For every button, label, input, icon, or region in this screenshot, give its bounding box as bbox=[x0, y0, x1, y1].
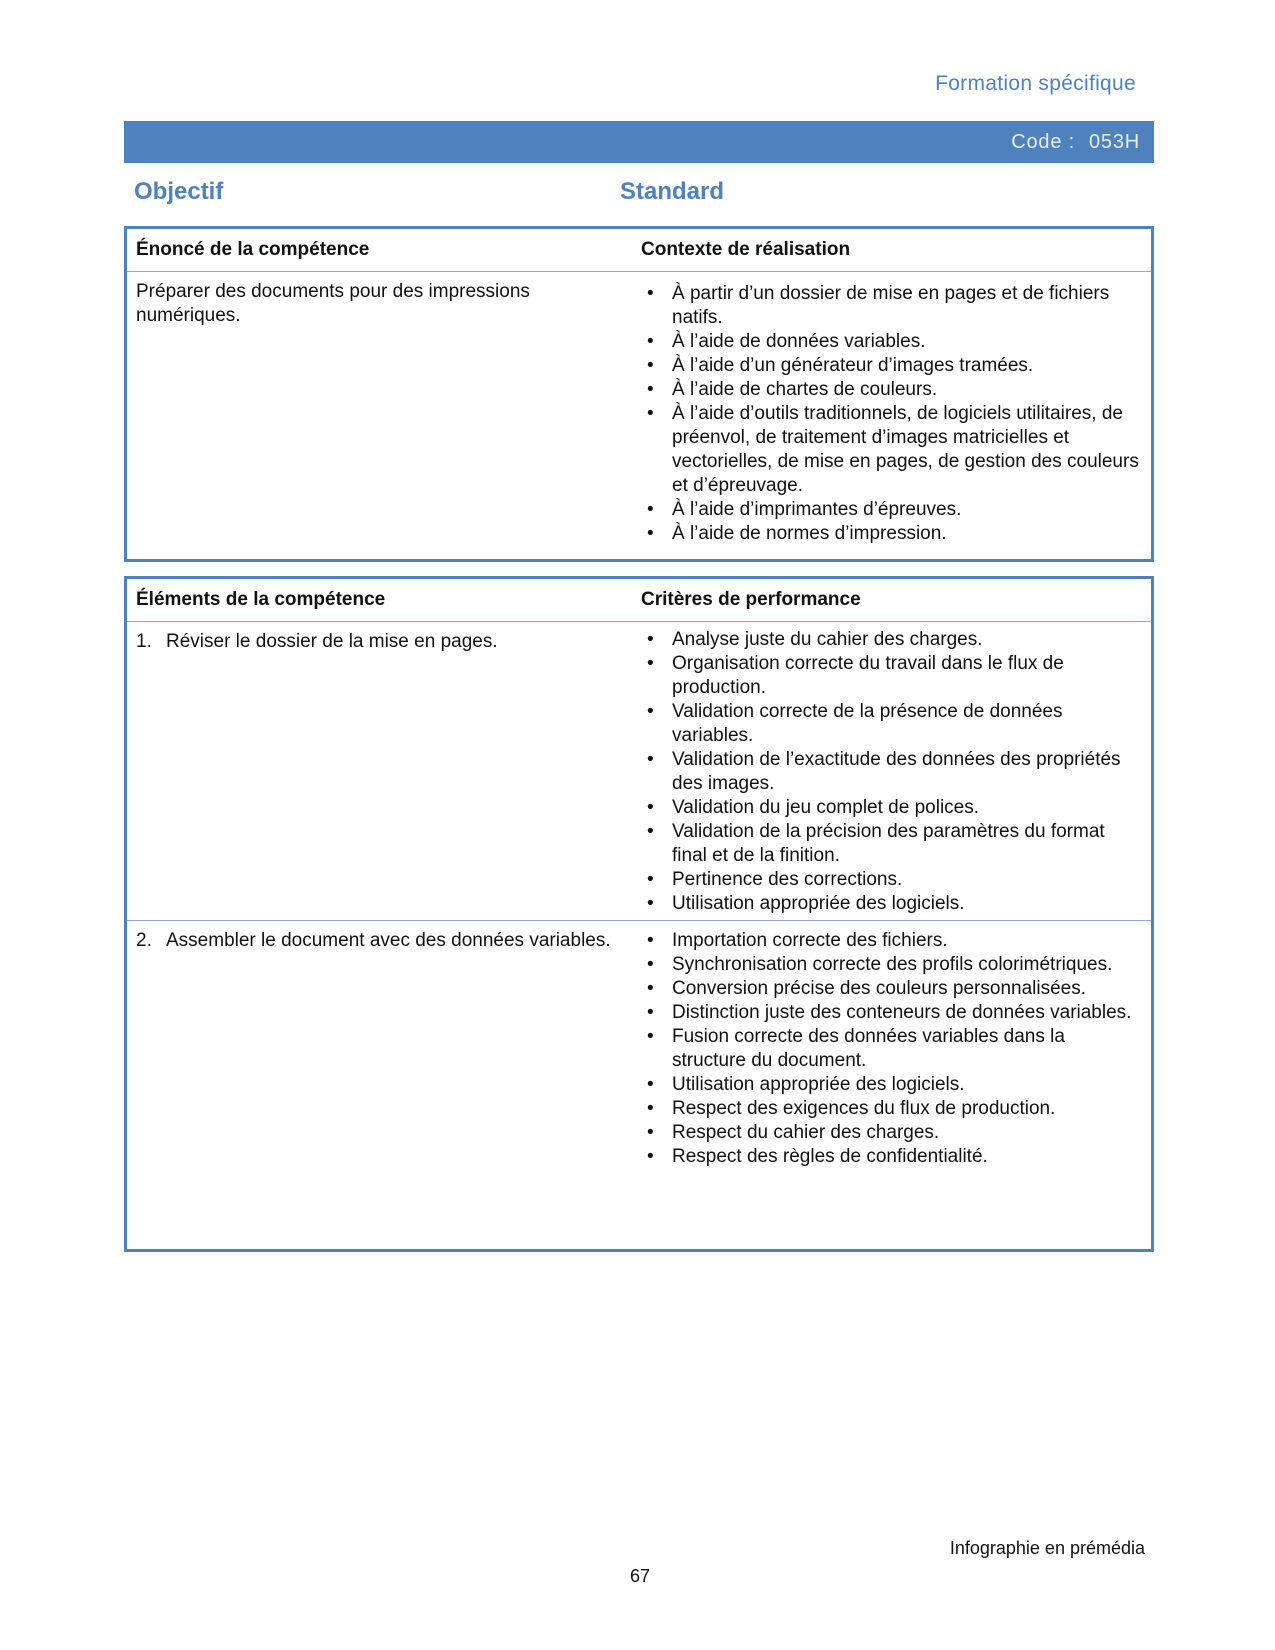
code-label: Code : bbox=[1011, 130, 1075, 153]
list-item: • À l’aide d’un générateur d’images tramées. bbox=[641, 354, 1143, 378]
criteria-list bbox=[641, 628, 1143, 916]
list-item: • À l’aide de normes d’impression. bbox=[641, 522, 1143, 546]
context-list bbox=[641, 282, 1143, 546]
elements-header: Éléments de la compétence bbox=[136, 589, 386, 610]
element-number: 2. bbox=[136, 930, 152, 951]
code-value: 053H bbox=[1088, 130, 1140, 153]
list-item: • Conversion précise des couleurs personnalisées. bbox=[641, 977, 1143, 1001]
element-text: Réviser le dossier de la mise en pages. bbox=[166, 631, 498, 652]
list-item: • Analyse juste du cahier des charges. bbox=[641, 628, 1143, 652]
list-item: • Utilisation appropriée des logiciels. bbox=[641, 1073, 1143, 1097]
column-headings bbox=[134, 178, 1144, 212]
list-item: • Distinction juste des conteneurs de données variables. bbox=[641, 1001, 1143, 1025]
list-item: • Respect des règles de confidentialité. bbox=[641, 1145, 1143, 1169]
criteria-header: Critères de performance bbox=[641, 589, 861, 610]
table-header-row bbox=[127, 229, 1151, 271]
list-item: • À l’aide d’imprimantes d’épreuves. bbox=[641, 498, 1143, 522]
list-item: • À partir d’un dossier de mise en pages et de fichiers natifs. bbox=[641, 282, 1143, 330]
objectif-heading: Objectif bbox=[134, 178, 224, 205]
table-row bbox=[127, 271, 1151, 554]
list-item: • Organisation correcte du travail dans le flux de production. bbox=[641, 652, 1143, 700]
footer-program-title: Infographie en prémédia bbox=[949, 1538, 1145, 1558]
list-item: • Respect des exigences du flux de production. bbox=[641, 1097, 1143, 1121]
element-number: 1. bbox=[136, 631, 152, 652]
list-item: • À l’aide de données variables. bbox=[641, 330, 1143, 354]
element-cell bbox=[127, 921, 639, 1177]
list-item: • Importation correcte des fichiers. bbox=[641, 929, 1143, 953]
section-title: Formation spécifique bbox=[935, 72, 1136, 95]
numbered-element bbox=[136, 929, 629, 953]
table-header-row bbox=[127, 579, 1151, 621]
statement-header: Énoncé de la compétence bbox=[136, 239, 370, 260]
list-item: • Validation de l’exactitude des données des propriétés des images. bbox=[641, 748, 1143, 796]
context-header: Contexte de réalisation bbox=[641, 239, 851, 260]
criteria-list-cell bbox=[639, 921, 1151, 1177]
standard-heading: Standard bbox=[620, 178, 725, 205]
table-row bbox=[127, 621, 1151, 920]
element-cell bbox=[127, 622, 639, 920]
criteria-list bbox=[641, 929, 1143, 1169]
page-number: 67 bbox=[630, 1566, 651, 1586]
list-item: • Validation correcte de la présence de données variables. bbox=[641, 700, 1143, 748]
table-row bbox=[127, 920, 1151, 1177]
code-bar bbox=[124, 121, 1154, 163]
context-list-cell bbox=[639, 272, 1151, 554]
list-item: • Synchronisation correcte des profils colorimétriques. bbox=[641, 953, 1143, 977]
competence-statement: Préparer des documents pour des impressions numériques. bbox=[136, 281, 530, 326]
numbered-element bbox=[136, 630, 629, 654]
list-item: • Validation de la précision des paramètres du format final et de la finition. bbox=[641, 820, 1143, 868]
list-item: • Fusion correcte des données variables dans la structure du document. bbox=[641, 1025, 1143, 1073]
elements-table bbox=[124, 576, 1154, 1252]
competence-table bbox=[124, 226, 1154, 562]
list-item: • Pertinence des corrections. bbox=[641, 868, 1143, 892]
list-item: • À l’aide de chartes de couleurs. bbox=[641, 378, 1143, 402]
element-text: Assembler le document avec des données variables. bbox=[166, 930, 611, 951]
list-item: • Respect du cahier des charges. bbox=[641, 1121, 1143, 1145]
list-item: • À l’aide d’outils traditionnels, de logiciels utilitaires, de préenvol, de traitement d’images matricielles et vectorielles, de mise en pages, de gestion des couleurs et d’épreuvage. bbox=[641, 402, 1143, 498]
criteria-list-cell bbox=[639, 622, 1151, 920]
list-item: • Validation du jeu complet de polices. bbox=[641, 796, 1143, 820]
list-item: • Utilisation appropriée des logiciels. bbox=[641, 892, 1143, 916]
